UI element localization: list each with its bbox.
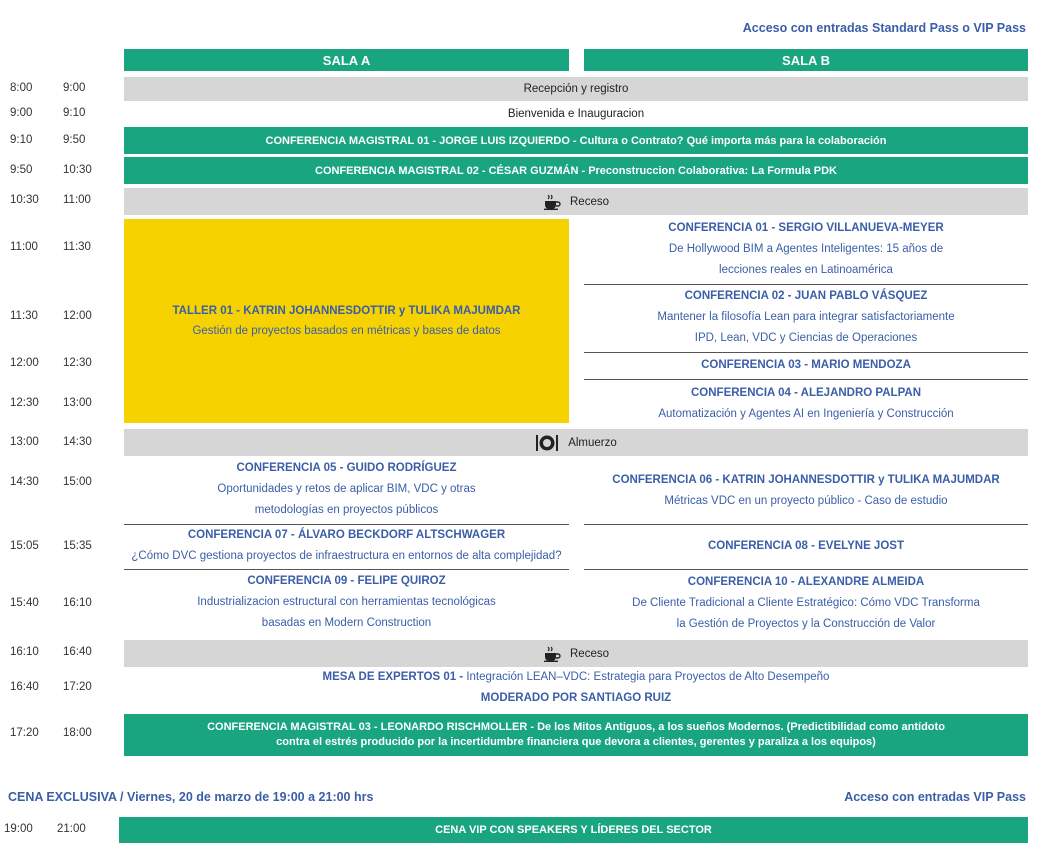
mesa-moderator: MODERADO POR SANTIAGO RUIZ [480, 692, 672, 704]
conf-09-line2: basadas en Modern Construction [261, 617, 432, 629]
magistral-01-row: CONFERENCIA MAGISTRAL 01 - JORGE LUIS IZQUIERDO - Cultura o Contrato? Qué importa más para la colaboración [124, 127, 1028, 154]
conf-02-cell [584, 286, 1028, 349]
conf-07-title: CONFERENCIA 07 - ÁLVARO BECKDORF ALTSCHWAGER [187, 529, 506, 541]
conf-01-line1: De Hollywood BIM a Agentes Inteligentes: 15 años de [668, 243, 944, 255]
conf-04-title: CONFERENCIA 04 - ALEJANDRO PALPAN [690, 387, 922, 399]
coffee-cup-icon [543, 646, 561, 662]
conf-10-line2: la Gestión de Proyectos y la Construcción de Valor [676, 618, 936, 630]
end-time: 11:00 [63, 194, 91, 206]
conf-01-title: CONFERENCIA 01 - SERGIO VILLANUEVA-MEYER [668, 222, 944, 234]
conf-08-title: CONFERENCIA 08 - EVELYNE JOST [708, 539, 904, 552]
mesa-expertos-cell [124, 667, 1028, 709]
end-time: 16:10 [63, 597, 92, 609]
end-time: 16:40 [63, 646, 92, 658]
conf-09-line1: Industrializacion estructural con herramientas tecnológicas [197, 596, 496, 608]
conf-07-cell [124, 525, 569, 567]
start-time: 9:00 [10, 107, 33, 119]
conf-08-cell [584, 534, 1028, 558]
end-time: 14:30 [63, 436, 92, 448]
receso-row-1 [124, 188, 1028, 215]
mesa-text: Integración LEAN–VDC: Estrategia para Proyectos de Alto Desempeño [466, 671, 830, 683]
cena-start-time: 19:00 [4, 823, 33, 835]
divider [124, 569, 569, 570]
almuerzo-label: Almuerzo [568, 436, 617, 449]
sala-b-header: SALA B [584, 49, 1028, 71]
plate-cutlery-icon [535, 434, 559, 452]
end-time: 9:10 [63, 107, 86, 119]
conf-03-cell [584, 353, 1028, 377]
conf-06-cell [584, 466, 1028, 516]
magistral-03-line1: CONFERENCIA MAGISTRAL 03 - LEONARDO RISCHMOLLER - De los Mitos Antiguos, a los sueños Modernos. (Predictibilidad como antídoto [207, 721, 945, 733]
access-note-bottom: Acceso con entradas VIP Pass [844, 790, 1026, 804]
end-time: 9:00 [63, 82, 86, 94]
conf-06-line1: Métricas VDC en un proyecto público - Caso de estudio [664, 495, 948, 507]
conf-01-cell [584, 218, 1028, 281]
cena-end-time: 21:00 [57, 823, 86, 835]
start-time: 11:00 [10, 241, 38, 253]
conf-04-line1: Automatización y Agentes AI en Ingeniería y Construcción [658, 408, 954, 420]
divider [584, 284, 1028, 285]
start-time: 12:30 [10, 397, 39, 409]
conf-09-cell [124, 571, 569, 634]
end-time: 15:00 [63, 476, 92, 488]
end-time: 10:30 [63, 164, 92, 176]
conf-02-line1: Mantener la filosofía Lean para integrar satisfactoriamente [657, 311, 955, 323]
start-time: 9:50 [10, 164, 33, 176]
start-time: 16:40 [10, 681, 39, 693]
conf-02-line2: IPD, Lean, VDC y Ciencias de Operaciones [694, 332, 918, 344]
conf-09-title: CONFERENCIA 09 - FELIPE QUIROZ [247, 575, 446, 587]
coffee-cup-icon [543, 194, 561, 210]
taller-01-title: TALLER 01 - KATRIN JOHANNESDOTTIR y TULIKA MAJUMDAR [172, 305, 521, 317]
start-time: 9:10 [10, 134, 33, 146]
start-time: 14:30 [10, 476, 39, 488]
cena-title: CENA EXCLUSIVA / Viernes, 20 de marzo de 19:00 a 21:00 hrs [8, 790, 374, 804]
end-time: 12:00 [63, 310, 92, 322]
access-note-top: Acceso con entradas Standard Pass o VIP Pass [742, 21, 1026, 35]
divider [584, 569, 1028, 570]
start-time: 12:00 [10, 357, 39, 369]
end-time: 9:50 [63, 134, 86, 146]
taller-01-block [124, 219, 569, 423]
conf-05-line1: Oportunidades y retos de aplicar BIM, VDC y otras [217, 483, 476, 495]
start-time: 17:20 [10, 727, 39, 739]
receso-label-1: Receso [570, 195, 609, 208]
end-time: 11:30 [63, 241, 91, 253]
conf-05-cell [124, 458, 569, 521]
mesa-title: MESA DE EXPERTOS 01 - [322, 671, 467, 683]
end-time: 18:00 [63, 727, 92, 739]
conf-02-title: CONFERENCIA 02 - JUAN PABLO VÁSQUEZ [684, 290, 928, 302]
conf-10-cell [584, 572, 1028, 635]
divider [584, 524, 1028, 525]
receso-label-2: Receso [570, 647, 609, 660]
conf-10-line1: De Cliente Tradicional a Cliente Estratégico: Cómo VDC Transforma [632, 597, 980, 609]
start-time: 10:30 [10, 194, 39, 206]
almuerzo-row [124, 429, 1028, 456]
end-time: 13:00 [63, 397, 92, 409]
start-time: 15:40 [10, 597, 39, 609]
magistral-03-row [124, 714, 1028, 756]
divider [584, 379, 1028, 380]
cena-vip-row: CENA VIP CON SPEAKERS Y LÍDERES DEL SECTOR [119, 817, 1028, 843]
conf-04-cell [584, 383, 1028, 425]
end-time: 17:20 [63, 681, 92, 693]
taller-01-subtitle: Gestión de proyectos basados en métricas y bases de datos [192, 325, 501, 337]
start-time: 13:00 [10, 436, 39, 448]
magistral-03-line2: contra el estrés producido por la incertidumbre financiera que devora a clientes, gerentes y paraliza a los equipos) [276, 736, 876, 748]
conf-10-title: CONFERENCIA 10 - ALEXANDRE ALMEIDA [687, 576, 925, 588]
conf-06-title: CONFERENCIA 06 - KATRIN JOHANNESDOTTIR y TULIKA MAJUMDAR [612, 474, 1000, 486]
conf-07-line1: ¿Cómo DVC gestiona proyectos de infraestructura en entornos de alta complejidad? [131, 550, 562, 562]
recepcion-row: Recepción y registro [124, 77, 1028, 101]
conf-05-title: CONFERENCIA 05 - GUIDO RODRÍGUEZ [236, 462, 457, 474]
conf-01-line2: lecciones reales en Latinoamérica [719, 264, 893, 276]
start-time: 15:05 [10, 540, 39, 552]
sala-a-header: SALA A [124, 49, 569, 71]
bienvenida-row: Bienvenida e Inauguracion [507, 108, 645, 120]
start-time: 8:00 [10, 82, 33, 94]
end-time: 12:30 [63, 357, 92, 369]
conf-03-title: CONFERENCIA 03 - MARIO MENDOZA [701, 358, 911, 371]
magistral-02-row: CONFERENCIA MAGISTRAL 02 - CÉSAR GUZMÁN - Preconstruccion Colaborativa: La Formula PDK [124, 157, 1028, 184]
conf-05-line2: metodologías en proyectos públicos [254, 504, 439, 516]
start-time: 11:30 [10, 310, 38, 322]
start-time: 16:10 [10, 646, 39, 658]
receso-row-2 [124, 640, 1028, 667]
end-time: 15:35 [63, 540, 92, 552]
